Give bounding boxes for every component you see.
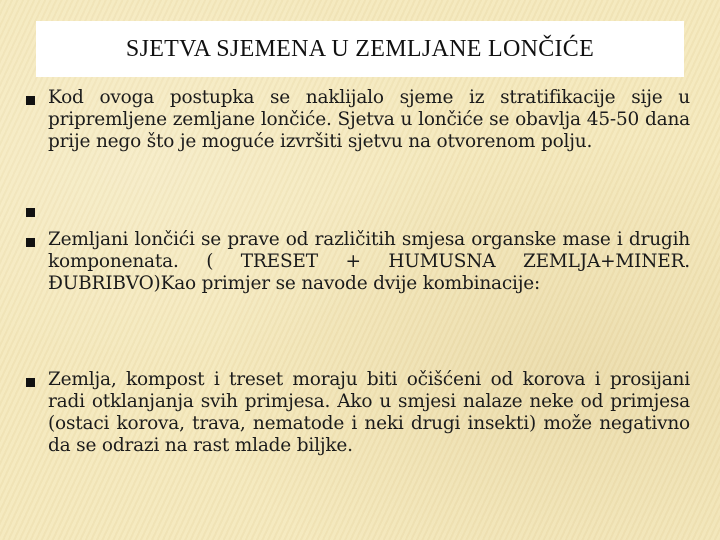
bullet-marker-icon — [26, 238, 35, 247]
bullet-text-2 — [48, 199, 690, 221]
bullet-text-1: Kod ovoga postupka se naklijalo sjeme iz stratifikacije sije u pripremljene zemljane lončiće. Sjetva u lončiće se obavlja 45-50 dana prije nego što je moguće izvršiti sjetvu na otvorenom polju. — [48, 87, 690, 152]
bullet-text-3: Zemljani lončići se prave od različitih smjesa organske mase i drugih komponenata. ( TRESET + HUMUSNA ZEMLJA+MINER. ĐUBRIBVO)Kao primjer se navode dvije kombinacije: — [48, 229, 690, 294]
slide-title: SJETVA SJEMENA U ZEMLJANE LONČIĆE — [125, 35, 595, 62]
bullet-text-4: Zemlja, kompost i treset moraju biti očišćeni od korova i prosijani radi otklanjanja svih primjesa. Ako u smjesi nalaze neke od primjesa (ostaci korova, trava, nematode i neki drugi insekti) može negativno da se odrazi na rast mlade biljke. — [48, 369, 690, 456]
bullet-marker-icon — [26, 96, 35, 105]
bullet-marker-icon — [26, 378, 35, 387]
bullet-marker-icon — [26, 208, 35, 217]
